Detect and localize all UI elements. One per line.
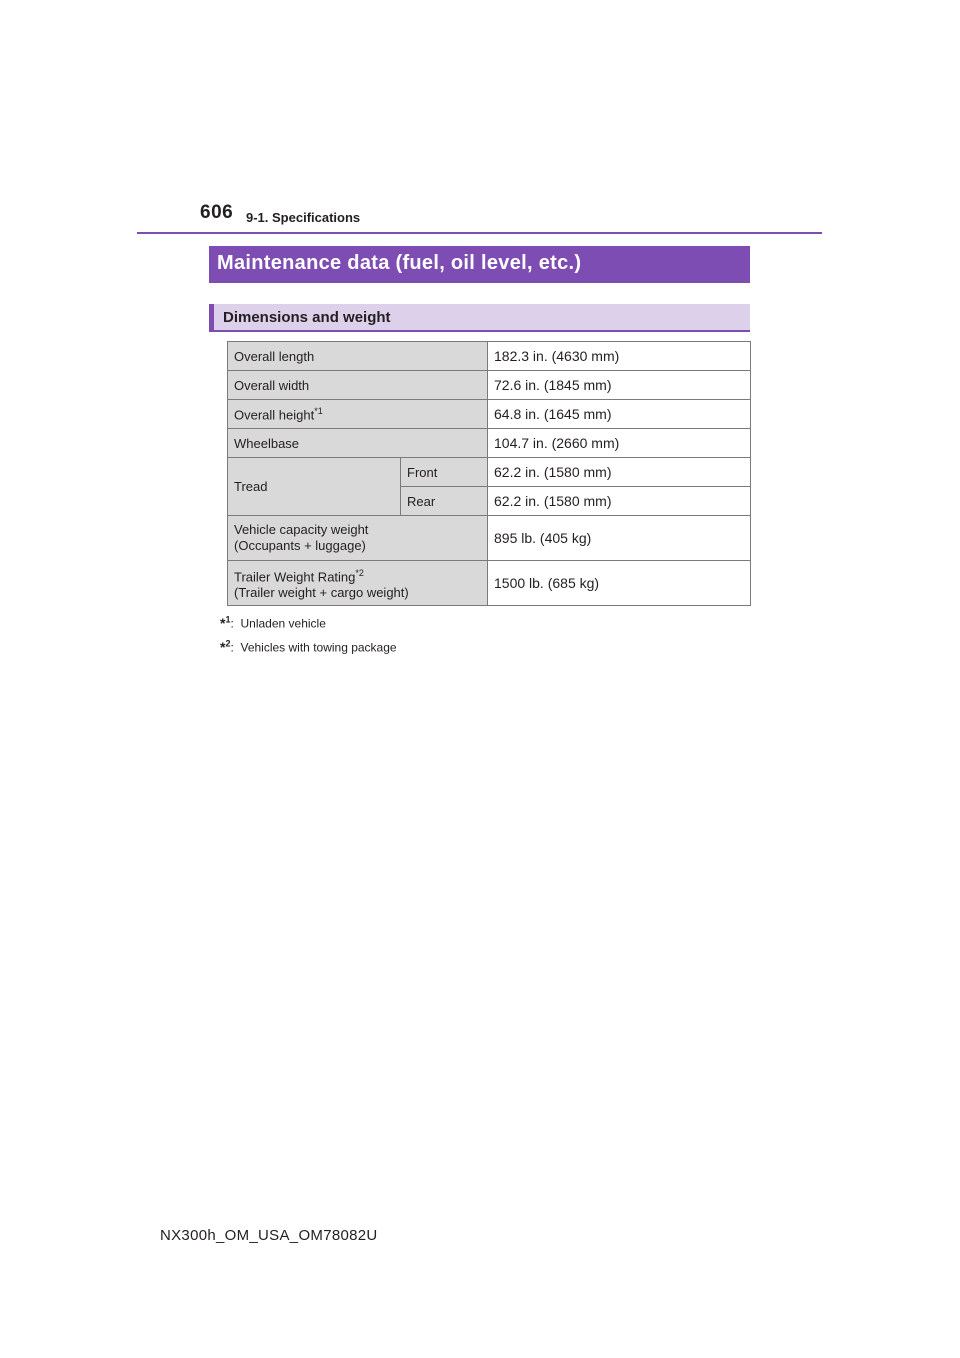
table-row [228, 516, 751, 561]
row-label: Wheelbase [228, 429, 488, 458]
footnote-mark [220, 639, 230, 655]
table-row [228, 371, 751, 400]
sub-heading: Dimensions and weight [209, 304, 750, 332]
header-divider [137, 232, 822, 234]
row-label: Overall length [228, 342, 488, 371]
row-value: 62.2 in. (1580 mm) [488, 487, 751, 516]
table-row [228, 400, 751, 429]
footnote-mark [220, 615, 230, 631]
row-sublabel: Front [401, 458, 488, 487]
row-label-line2: (Occupants + luggage) [234, 538, 366, 553]
section-title: 9-1. Specifications [246, 210, 361, 225]
row-value: 104.7 in. (2660 mm) [488, 429, 751, 458]
footnote-2 [220, 638, 397, 655]
footnote-1 [220, 614, 326, 631]
document-code: NX300h_OM_USA_OM78082U [160, 1227, 378, 1244]
row-value: 182.3 in. (4630 mm) [488, 342, 751, 371]
footnote-colon: : [230, 616, 234, 631]
footnote-mark: *2 [355, 567, 364, 578]
row-value: 1500 lb. (685 kg) [488, 561, 751, 606]
row-value: 64.8 in. (1645 mm) [488, 400, 751, 429]
row-label: Overall width [228, 371, 488, 400]
row-label-line1: Trailer Weight Rating [234, 569, 356, 585]
footnote-star: * [220, 638, 226, 655]
row-label [228, 400, 488, 429]
footnote-mark: *1 [314, 405, 323, 416]
row-value: 895 lb. (405 kg) [488, 516, 751, 561]
row-label-line2: (Trailer weight + cargo weight) [234, 585, 409, 601]
row-value: 72.6 in. (1845 mm) [488, 371, 751, 400]
row-label: Tread [228, 458, 401, 516]
table-row [228, 342, 751, 371]
row-sublabel: Rear [401, 487, 488, 516]
footnote-colon: : [230, 640, 234, 655]
row-value: 62.2 in. (1580 mm) [488, 458, 751, 487]
page-number: 606 [200, 202, 234, 223]
table-row [228, 561, 751, 606]
table-row [228, 458, 751, 487]
main-heading: Maintenance data (fuel, oil level, etc.) [209, 246, 750, 283]
row-label-text: Overall height [234, 407, 315, 423]
row-label-line1: Vehicle capacity weight [234, 522, 369, 537]
footnote-text: Unladen vehicle [240, 616, 326, 631]
row-label [228, 516, 488, 561]
footnote-number: 1 [225, 614, 231, 624]
row-label [228, 561, 488, 606]
footnote-star: * [220, 614, 226, 631]
table-row [228, 429, 751, 458]
footnote-text: Vehicles with towing package [240, 640, 397, 655]
footnote-number: 2 [225, 638, 231, 648]
dimensions-table [227, 341, 751, 606]
